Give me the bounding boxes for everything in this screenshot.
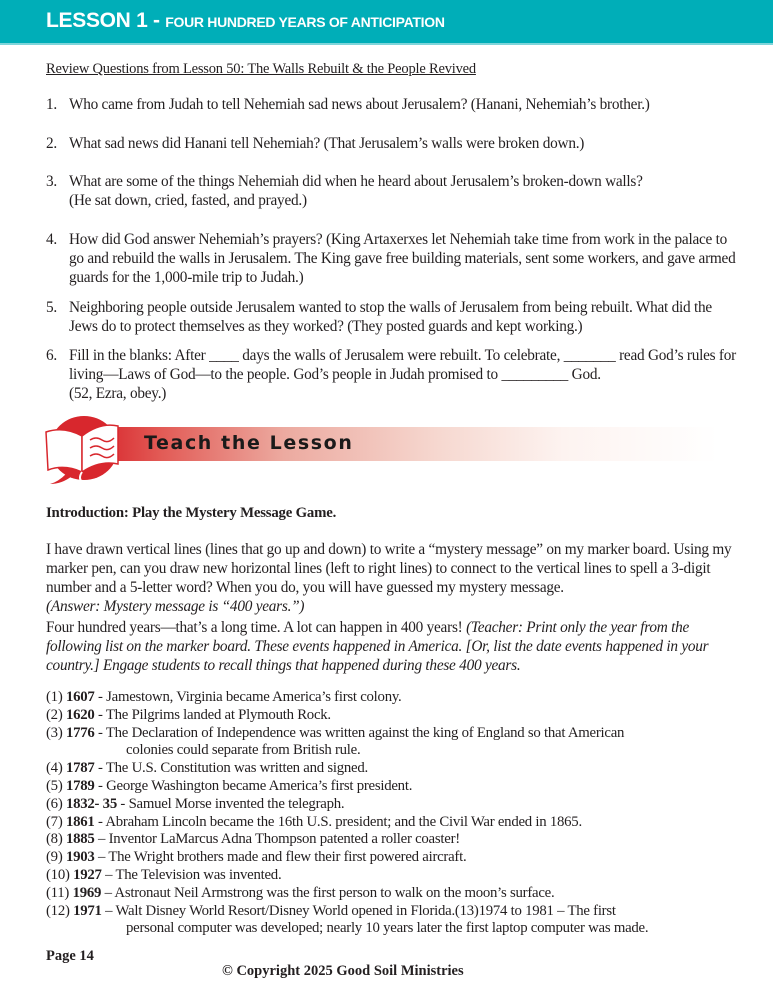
teach-the-lesson-banner (38, 412, 758, 492)
intro-answer: (Answer: Mystery message is “400 years.”) (46, 598, 305, 615)
item-separator: – (101, 902, 116, 919)
item-number: (2) (46, 706, 66, 723)
item-text: The Declaration of Independence was written against the king of England so that American (105, 724, 625, 741)
review-question-5 (46, 298, 736, 336)
question-number: 3. (46, 173, 57, 190)
question-text-line2: (He sat down, cried, fasted, and prayed.) (69, 192, 307, 209)
list-item (46, 689, 746, 707)
item-text: Samuel Morse invented the telegraph. (128, 795, 345, 812)
item-year: 1620 (65, 706, 95, 723)
item-number: (12) (46, 902, 74, 919)
item-text: Jamestown, Virginia became America’s first colony. (106, 689, 402, 705)
list-item (46, 885, 746, 903)
item-separator: – (101, 884, 115, 901)
question-number: 1. (46, 96, 57, 113)
list-item (46, 849, 746, 867)
question-text: What sad news did Hanani tell Nehemiah? (That Jerusalem’s walls were broken down.) (69, 135, 585, 152)
list-item (46, 903, 746, 939)
list-item (46, 814, 746, 832)
lesson-subtitle: FOUR HUNDRED YEARS OF ANTICIPATION (165, 14, 445, 30)
item-separator: - (94, 777, 107, 794)
open-bible-icon (38, 412, 138, 492)
item-text-continued: personal computer was developed; nearly 10 years later the first laptop computer was made. (126, 920, 649, 937)
item-separator: - (116, 795, 129, 812)
item-separator: – (94, 849, 109, 866)
item-number: (6) (46, 795, 66, 812)
item-year: 1927 (73, 866, 102, 883)
review-question-1 (46, 95, 736, 114)
item-separator: - (94, 724, 106, 741)
item-text: The Television was invented. (115, 866, 282, 883)
question-answer: (52, Ezra, obey.) (69, 385, 167, 402)
item-separator: - (94, 689, 107, 705)
item-year: 1607 (65, 689, 95, 705)
item-number: (5) (46, 777, 66, 794)
review-question-6 (46, 346, 736, 403)
item-separator: – (94, 831, 109, 848)
item-number: (1) (46, 689, 66, 705)
item-text: The U.S. Constitution was written and signed. (105, 760, 368, 777)
item-text: Astronaut Neil Armstrong was the first person to walk on the moon’s surface. (114, 884, 555, 901)
item-year: 1789 (65, 777, 95, 794)
list-item (46, 707, 746, 725)
item-number: (4) (46, 760, 66, 777)
question-text: Who came from Judah to tell Nehemiah sad news about Jerusalem? (Hanani, Nehemiah’s brother.) (69, 96, 650, 113)
item-year: 1861 (65, 813, 95, 830)
item-number: (8) (46, 831, 66, 848)
item-text: The Pilgrims landed at Plymouth Rock. (105, 706, 331, 723)
question-number: 4. (46, 231, 57, 248)
list-item (46, 778, 746, 796)
item-year: 1971 (73, 902, 102, 919)
question-text: Fill in the blanks: After ____ days the walls of Jerusalem were rebuilt. To celebrate, _______ read God’s rules for living—Laws of God—to the people. God’s people in Judah promised to _________ God. (69, 347, 737, 383)
item-year: 1776 (65, 724, 95, 741)
item-number: (7) (46, 813, 66, 830)
list-item (46, 760, 746, 778)
item-number: (10) (46, 866, 74, 883)
item-separator: - (94, 813, 106, 830)
item-text-continued: colonies could separate from British rule. (126, 742, 361, 759)
list-item (46, 725, 746, 761)
teacher-note-plain: Four hundred years—that’s a long time. A lot can happen in 400 years! (46, 619, 467, 636)
item-number: (11) (46, 884, 73, 901)
review-question-2 (46, 134, 736, 153)
page-number: Page 14 (46, 948, 94, 964)
lesson-label: LESSON 1 - (46, 9, 166, 32)
review-question-3 (46, 172, 736, 210)
item-text: Abraham Lincoln became the 16th U.S. president; and the Civil War ended in 1865. (105, 813, 582, 830)
review-question-4 (46, 230, 736, 287)
list-item (46, 867, 746, 885)
item-text: The Wright brothers made and flew their first powered aircraft. (108, 849, 467, 866)
list-item (46, 831, 746, 849)
question-number: 2. (46, 135, 57, 152)
item-text: George Washington became America’s first president. (106, 777, 413, 794)
item-separator: – (101, 866, 116, 883)
item-number: (3) (46, 724, 66, 741)
lesson-title (46, 9, 445, 33)
item-text: Inventor LaMarcus Adna Thompson patented a roller coaster! (108, 831, 460, 848)
intro-heading: Introduction: Play the Mystery Message Game. (46, 505, 337, 521)
intro-paragraph (46, 540, 736, 616)
banner-title: Teach the Lesson (144, 432, 354, 454)
header-divider (0, 43, 773, 45)
question-number: 5. (46, 299, 57, 316)
teacher-note-italic: (Teacher: Print only the year from the following list on the marker board. These events happened in America. [Or, list the date events happened in your country.] Engage students to recall things that happened during these 400 years. (46, 619, 709, 674)
item-separator: - (94, 760, 106, 777)
item-separator: - (94, 706, 106, 723)
intro-text: I have drawn vertical lines (lines that go up and down) to write a “mystery message” on my marker board. Using my marker pen, can you draw new horizontal lines (left to right lines) to connect to the vertical lines to spell a 3-digit number and a 5-letter word? When you do, you will have guessed my mystery message. (46, 541, 732, 596)
item-year: 1885 (65, 831, 95, 848)
teacher-note-paragraph (46, 618, 736, 675)
question-text-line1: What are some of the things Nehemiah did when he heard about Jerusalem’s broken-down walls? (69, 173, 643, 190)
item-year: 1969 (72, 884, 102, 901)
question-text: Neighboring people outside Jerusalem wanted to stop the walls of Jerusalem from being rebuilt. What did the Jews do to protect themselves as they worked? (They posted guards and kept working.) (69, 299, 712, 335)
review-heading: Review Questions from Lesson 50: The Walls Rebuilt & the People Revived (46, 61, 476, 77)
list-item (46, 796, 746, 814)
copyright-notice: © Copyright 2025 Good Soil Ministries (222, 963, 464, 979)
question-text: How did God answer Nehemiah’s prayers? (King Artaxerxes let Nehemiah take time from work in the palace to go and rebuild the walls in Jerusalem. The King gave free building materials, sent some workers, and gave armed guards for the 1,000-mile trip to Judah.) (69, 231, 736, 286)
item-number: (9) (46, 849, 66, 866)
question-number: 6. (46, 347, 57, 364)
item-text: Walt Disney World Resort/Disney World opened in Florida.(13)1974 to 1981 – The first (115, 902, 616, 919)
item-year: 1787 (65, 760, 95, 777)
item-year: 1903 (65, 849, 95, 866)
events-list (46, 689, 746, 938)
item-year: 1832- 35 (65, 795, 117, 812)
